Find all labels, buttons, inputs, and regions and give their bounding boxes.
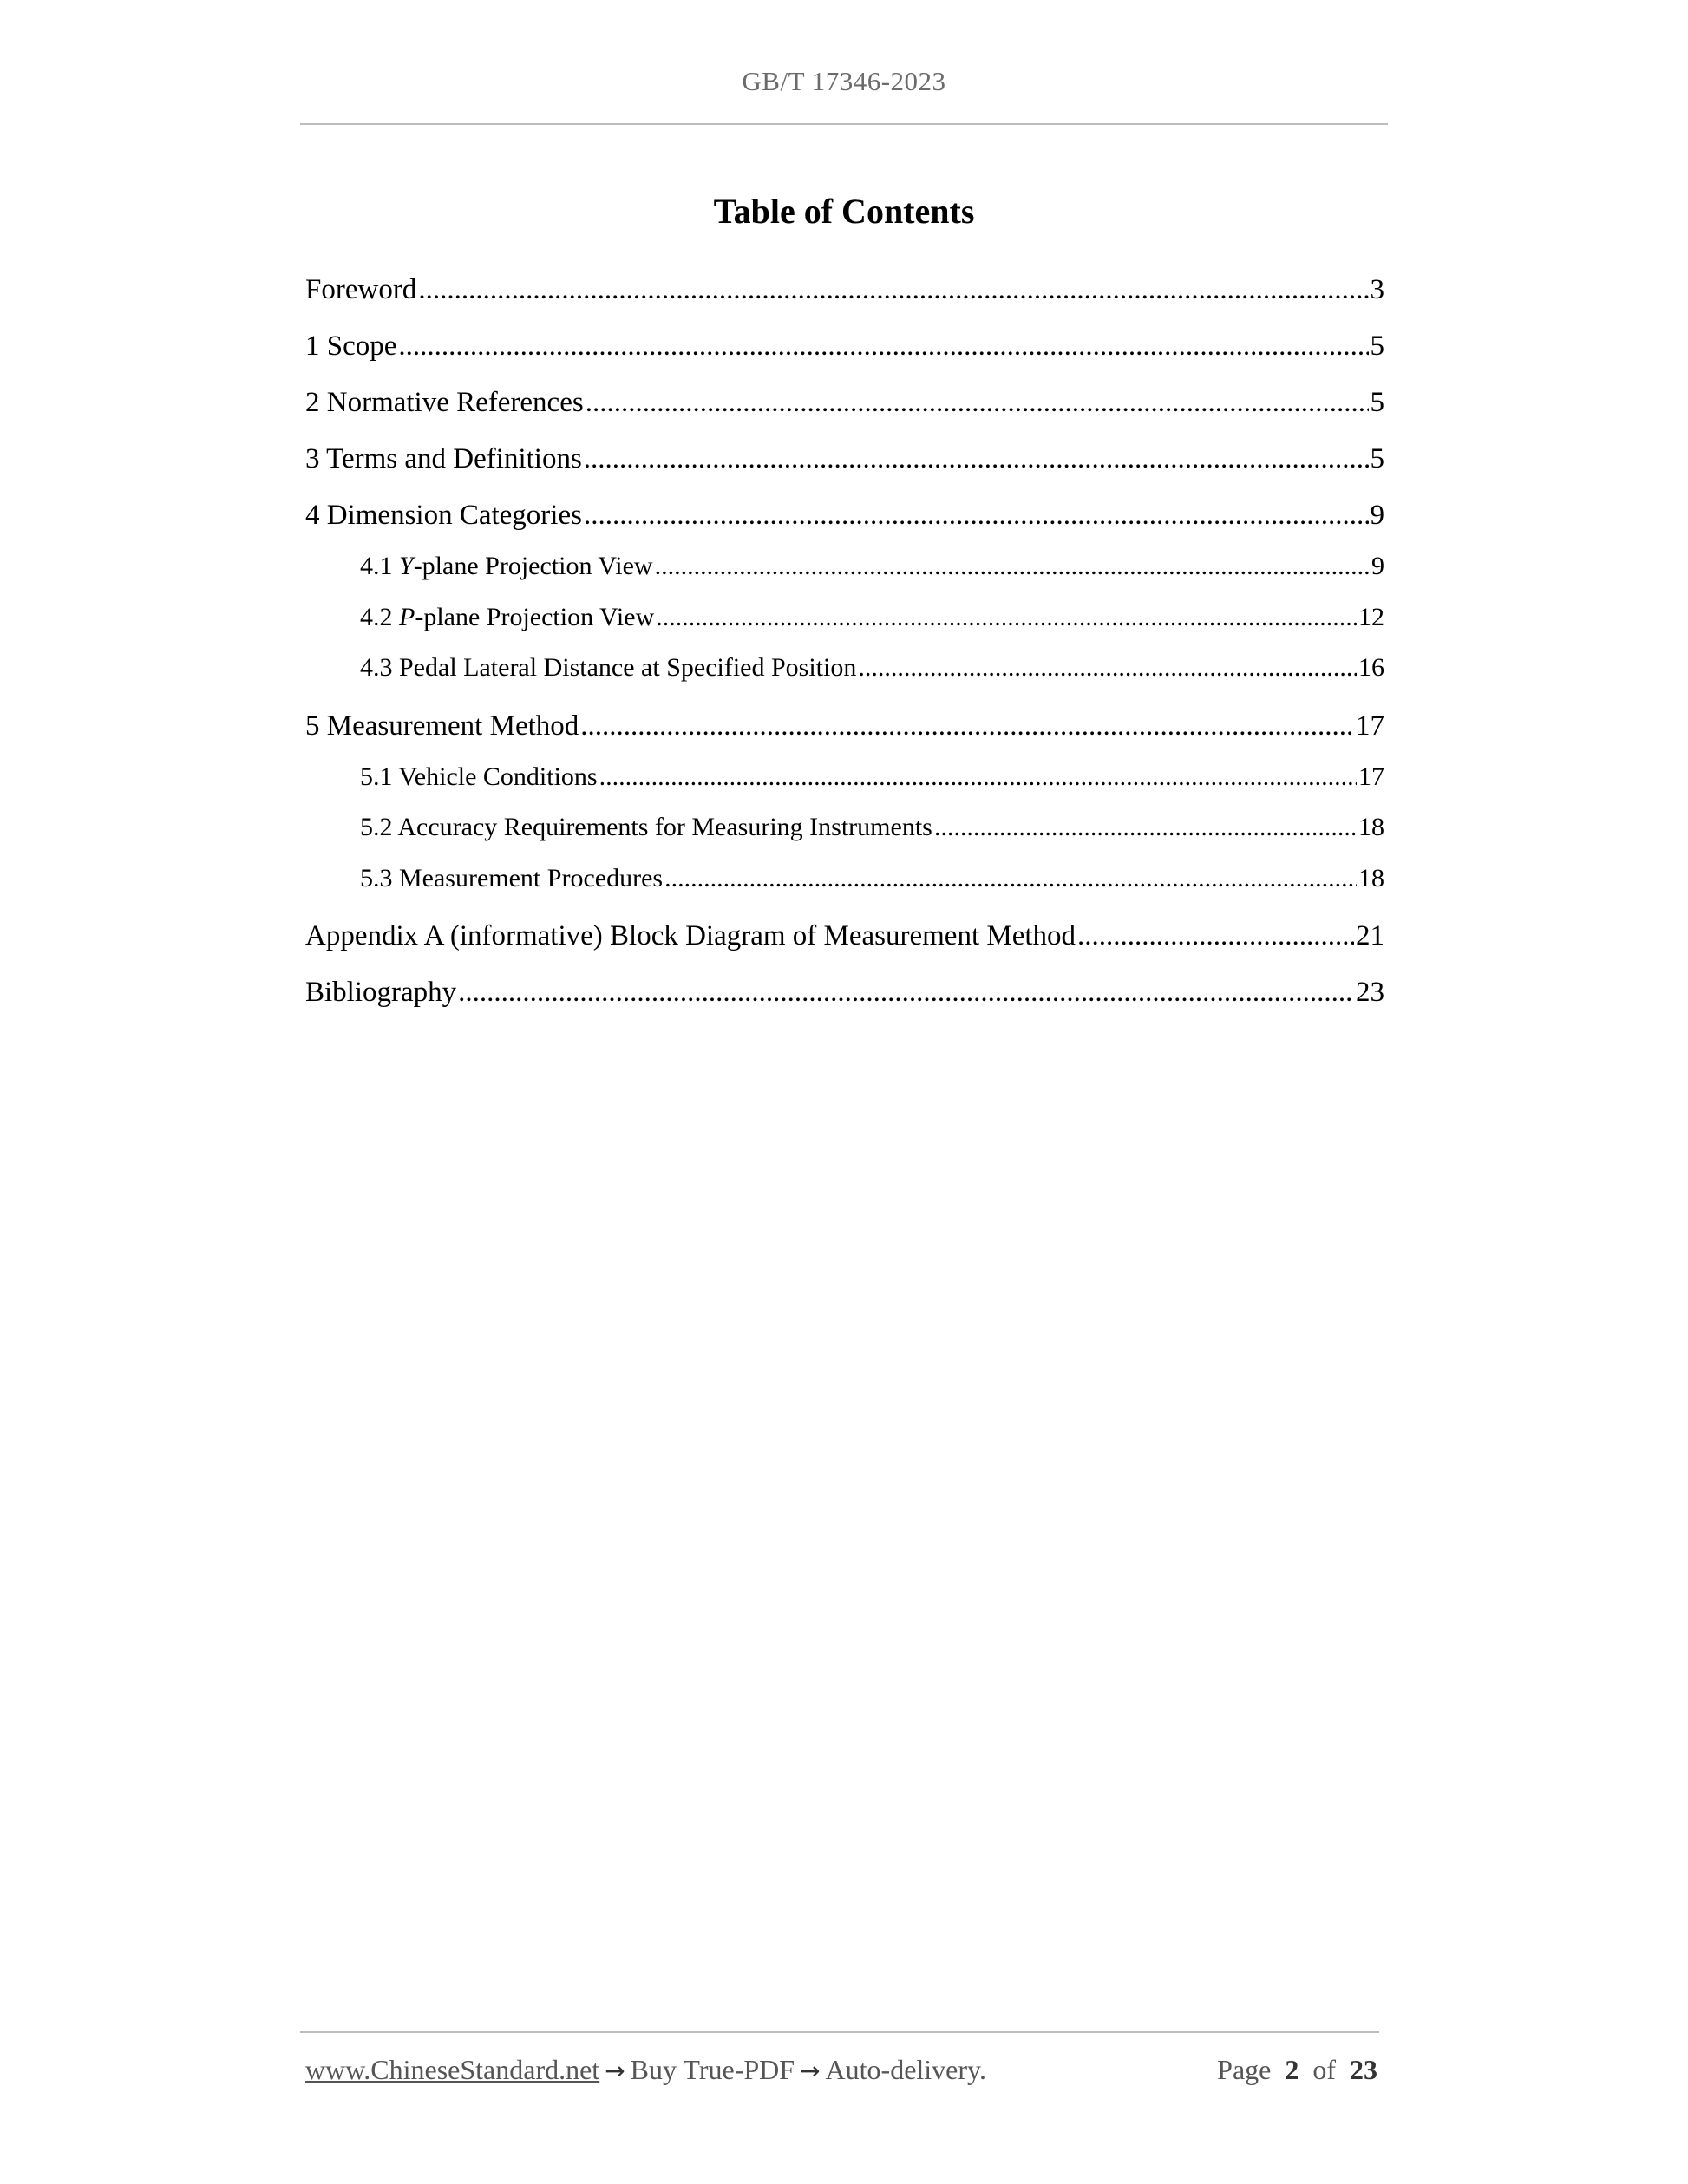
toc-entry-label: 5.3 Measurement Procedures [360, 863, 664, 893]
toc-leader-dots [656, 595, 1357, 640]
toc-entry-number: 4.1 [360, 552, 399, 580]
toc-leader-dots [584, 435, 1369, 483]
toc-entry-page: 18 [1358, 863, 1384, 893]
toc-entry-pedal-lateral-distance[interactable] [305, 645, 1384, 696]
toc-leader-dots [398, 322, 1368, 370]
toc-entry-y-plane-projection[interactable] [305, 544, 1384, 595]
toc-entry-accuracy-requirements[interactable] [305, 805, 1384, 856]
toc-entry-title: -plane Projection View [413, 552, 653, 580]
delivery-text: Auto-delivery. [825, 2054, 986, 2085]
toc-entry-dimension-categories[interactable] [305, 491, 1384, 547]
total-page-count: 23 [1350, 2054, 1377, 2085]
toc-entry-page: 9 [1371, 552, 1384, 580]
toc-leader-dots [458, 968, 1354, 1017]
toc-entry-label: 4 Dimension Categories [305, 500, 582, 531]
page-number-indicator [1217, 2054, 1377, 2086]
toc-leader-dots [655, 544, 1370, 589]
toc-entry-label: 5 Measurement Method [305, 709, 579, 742]
toc-entry-number: 4.2 [360, 602, 399, 631]
toc-entry-label: Bibliography [305, 977, 457, 1008]
toc-entry-page: 9 [1370, 500, 1384, 531]
table-of-contents [305, 265, 1384, 1024]
footer-promo [305, 2054, 986, 2086]
toc-entry-terms-definitions[interactable] [305, 435, 1384, 491]
toc-leader-dots [584, 491, 1369, 539]
toc-entry-label: 2 Normative References [305, 387, 584, 418]
toc-entry-page: 12 [1358, 602, 1384, 631]
current-page-number: 2 [1285, 2054, 1299, 2085]
toc-leader-dots [580, 702, 1354, 750]
toc-entry-page: 16 [1358, 653, 1384, 682]
toc-leader-dots [418, 265, 1368, 314]
toc-entry-page: 17 [1358, 762, 1384, 791]
toc-entry-vehicle-conditions[interactable] [305, 755, 1384, 806]
toc-entry-italic-symbol: P [399, 602, 415, 631]
toc-leader-dots [586, 378, 1369, 427]
toc-leader-dots [664, 856, 1357, 901]
page-word: Page [1217, 2054, 1272, 2085]
toc-leader-dots [1077, 912, 1354, 960]
toc-entry-appendix-a[interactable] [305, 912, 1384, 968]
page-footer [305, 2054, 1377, 2086]
toc-entry-label: 1 Scope [305, 330, 397, 362]
toc-entry-label: Appendix A (informative) Block Diagram of Measurement Method [305, 920, 1076, 951]
toc-title: Table of Contents [713, 192, 975, 231]
toc-entry-p-plane-projection[interactable] [305, 595, 1384, 646]
toc-entry-title: -plane Projection View [415, 602, 655, 631]
toc-leader-dots [599, 755, 1357, 800]
toc-entry-foreword[interactable] [305, 265, 1384, 322]
document-code-header: GB/T 17346-2023 [742, 66, 946, 96]
toc-entry-measurement-procedures[interactable] [305, 856, 1384, 907]
toc-entry-normative-references[interactable] [305, 378, 1384, 435]
toc-entry-label: 5.2 Accuracy Requirements for Measuring Instruments [360, 813, 932, 841]
toc-entry-page: 23 [1356, 977, 1384, 1008]
toc-entry-label: 5.1 Vehicle Conditions [360, 762, 598, 791]
toc-entry-bibliography[interactable] [305, 968, 1384, 1024]
of-word: of [1312, 2054, 1336, 2085]
toc-entry-page: 17 [1356, 709, 1384, 742]
toc-entry-measurement-method[interactable] [305, 702, 1384, 758]
toc-entry-scope[interactable] [305, 322, 1384, 378]
toc-entry-label: Foreword [305, 274, 417, 305]
toc-entry-page: 21 [1356, 920, 1384, 951]
toc-entry-page: 5 [1370, 387, 1384, 418]
arrow-right-icon: → [800, 2056, 821, 2085]
toc-leader-dots [934, 805, 1357, 850]
toc-entry-page: 3 [1370, 274, 1384, 305]
header-divider [300, 123, 1388, 125]
toc-entry-label: 4.3 Pedal Lateral Distance at Specified Position [360, 653, 857, 682]
toc-entry-label [360, 544, 653, 589]
toc-entry-page: 5 [1370, 330, 1384, 362]
toc-leader-dots [858, 645, 1357, 690]
toc-entry-page: 5 [1370, 443, 1384, 474]
footer-divider [300, 2031, 1379, 2033]
toc-entry-italic-symbol: Y [399, 552, 414, 580]
toc-entry-label [360, 595, 654, 640]
arrow-right-icon: → [605, 2056, 625, 2085]
buy-text: Buy True-PDF [630, 2054, 795, 2085]
website-link[interactable]: www.ChineseStandard.net [305, 2054, 600, 2085]
toc-entry-page: 18 [1358, 813, 1384, 841]
toc-entry-label: 3 Terms and Definitions [305, 443, 582, 474]
